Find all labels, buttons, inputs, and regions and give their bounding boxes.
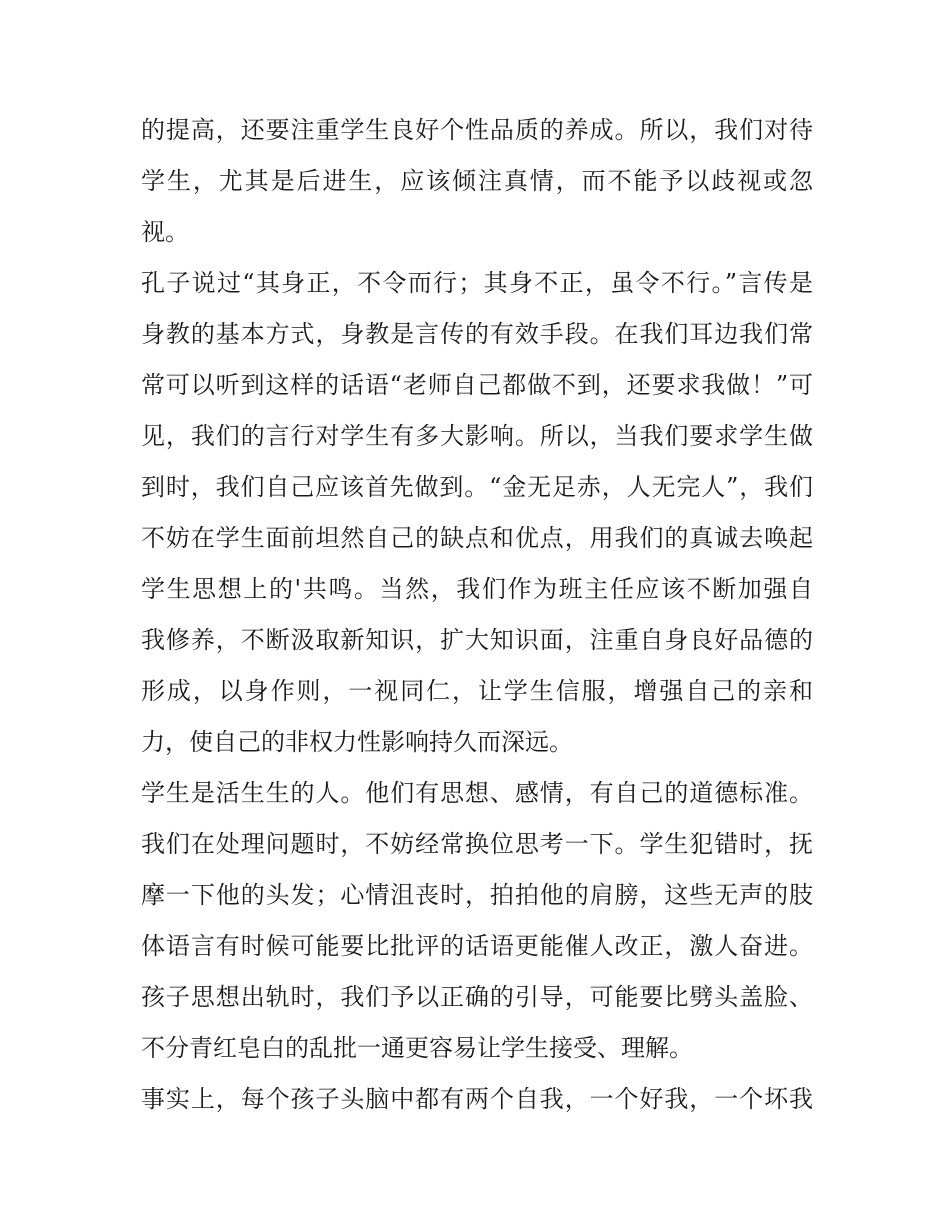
text-line: 学生，尤其是后进生，应该倾注真情，而不能予以歧视或忽 (141, 167, 813, 195)
text-line: 常可以听到这样的话语“老师自己都做不到，还要求我做！”可 (141, 371, 813, 399)
text-line: 体语言有时候可能要比批评的话语更能催人改正，激人奋进。 (141, 932, 813, 960)
text-line: 身教的基本方式，身教是言传的有效手段。在我们耳边我们常 (141, 320, 813, 348)
document-body (141, 105, 813, 1125)
text-line: 学生思想上的'共鸣。当然，我们作为班主任应该不断加强自 (141, 575, 813, 603)
text-line: 不妨在学生面前坦然自己的缺点和优点，用我们的真诚去唤起 (141, 524, 813, 552)
text-line: 事实上，每个孩子头脑中都有两个自我，一个好我，一个坏我 (141, 1085, 813, 1113)
text-line: 摩一下他的头发；心情沮丧时，拍拍他的肩膀，这些无声的肢 (141, 881, 813, 909)
paragraph (141, 768, 813, 1074)
text-line: 我们在处理问题时，不妨经常换位思考一下。学生犯错时，抚 (141, 830, 813, 858)
text-line: 见，我们的言行对学生有多大影响。所以，当我们要求学生做 (141, 422, 813, 450)
text-line: 不分青红皂白的乱批一通更容易让学生接受、理解。 (141, 1034, 693, 1062)
text-line: 的提高，还要注重学生良好个性品质的养成。所以，我们对待 (141, 116, 813, 144)
text-line: 视。 (141, 218, 189, 246)
paragraph (141, 1074, 813, 1125)
paragraph (141, 258, 813, 768)
text-line: 孔子说过“其身正，不令而行；其身不正，虽令不行。”言传是 (141, 269, 813, 297)
text-line: 力，使自己的非权力性影响持久而深远。 (141, 728, 573, 756)
text-line: 到时，我们自己应该首先做到。“金无足赤，人无完人”，我们 (141, 473, 813, 501)
text-line: 孩子思想出轨时，我们予以正确的引导，可能要比劈头盖脸、 (141, 983, 813, 1011)
paragraph (141, 105, 813, 258)
text-line: 学生是活生生的人。他们有思想、感情，有自己的道德标准。 (141, 779, 813, 807)
text-line: 形成，以身作则，一视同仁，让学生信服，增强自己的亲和 (141, 677, 813, 705)
text-line: 我修养，不断汲取新知识，扩大知识面，注重自身良好品德的 (141, 626, 813, 654)
